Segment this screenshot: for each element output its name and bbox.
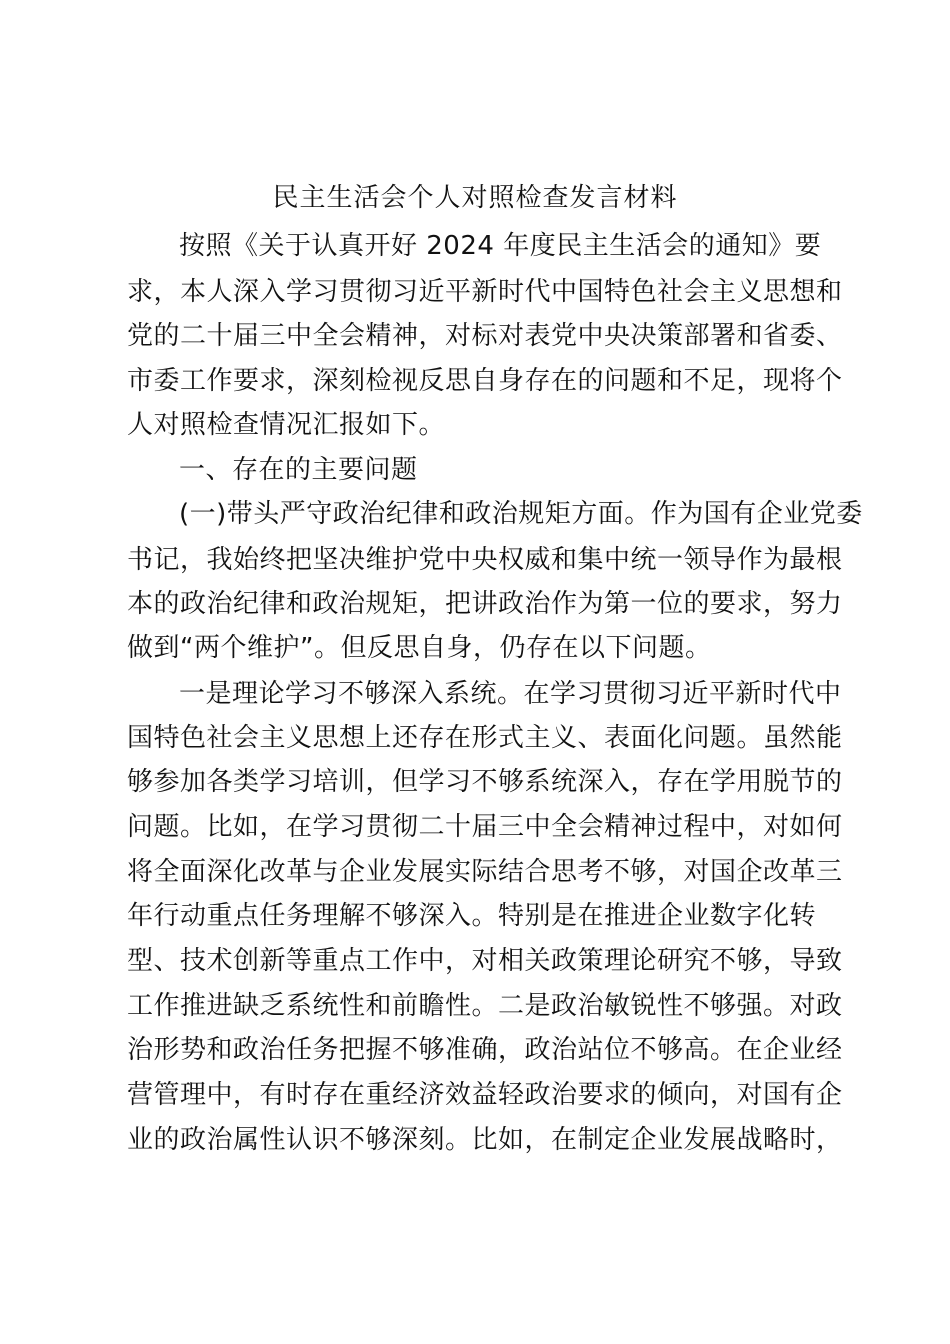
paragraph-line: 国特色社会主义思想上还存在形式主义、表面化问题。虽然能 xyxy=(127,723,843,753)
subsection-heading-line: (一)带头严守政治纪律和政治规矩方面。作为国有企业党委 xyxy=(179,499,863,529)
paragraph-line: 年行动重点任务理解不够深入。特别是在推进企业数字化转 xyxy=(127,901,817,931)
paragraph-line: 本的政治纪律和政治规矩，把讲政治作为第一位的要求，努力 xyxy=(127,589,843,619)
paragraph-line: 按照《关于认真开好 2024 年度民主生活会的通知》要 xyxy=(179,231,822,261)
paragraph-line: 营管理中，有时存在重经济效益轻政治要求的倾向，对国有企 xyxy=(127,1080,843,1110)
paragraph-line: 将全面深化改革与企业发展实际结合思考不够，对国企改革三 xyxy=(127,857,843,887)
section-heading: 一、存在的主要问题 xyxy=(179,455,418,485)
paragraph-line: 问题。比如，在学习贯彻二十届三中全会精神过程中，对如何 xyxy=(127,812,843,842)
paragraph-line: 一是理论学习不够深入系统。在学习贯彻习近平新时代中 xyxy=(179,679,842,709)
paragraph-line: 工作推进缺乏系统性和前瞻性。二是政治敏锐性不够强。对政 xyxy=(127,991,843,1021)
paragraph-line: 党的二十届三中全会精神，对标对表党中央决策部署和省委、 xyxy=(127,321,843,351)
paragraph-line: 型、技术创新等重点工作中，对相关政策理论研究不够，导致 xyxy=(127,946,843,976)
document-title: 民主生活会个人对照检查发言材料 xyxy=(272,183,678,213)
paragraph-line: 够参加各类学习培训，但学习不够系统深入，存在学用脱节的 xyxy=(127,767,843,797)
paragraph-line: 市委工作要求，深刻检视反思自身存在的问题和不足，现将个 xyxy=(127,366,843,396)
paragraph-line: 治形势和政治任务把握不够准确，政治站位不够高。在企业经 xyxy=(127,1035,843,1065)
paragraph-line: 书记，我始终把坚决维护党中央权威和集中统一领导作为最根 xyxy=(127,545,843,575)
paragraph-line: 人对照检查情况汇报如下。 xyxy=(127,410,446,440)
paragraph-line: 做到“两个维护”。但反思自身，仍存在以下问题。 xyxy=(127,633,712,663)
paragraph-line: 业的政治属性认识不够深刻。比如，在制定企业发展战略时， xyxy=(127,1125,843,1155)
paragraph-line: 求，本人深入学习贯彻习近平新时代中国特色社会主义思想和 xyxy=(127,277,843,307)
